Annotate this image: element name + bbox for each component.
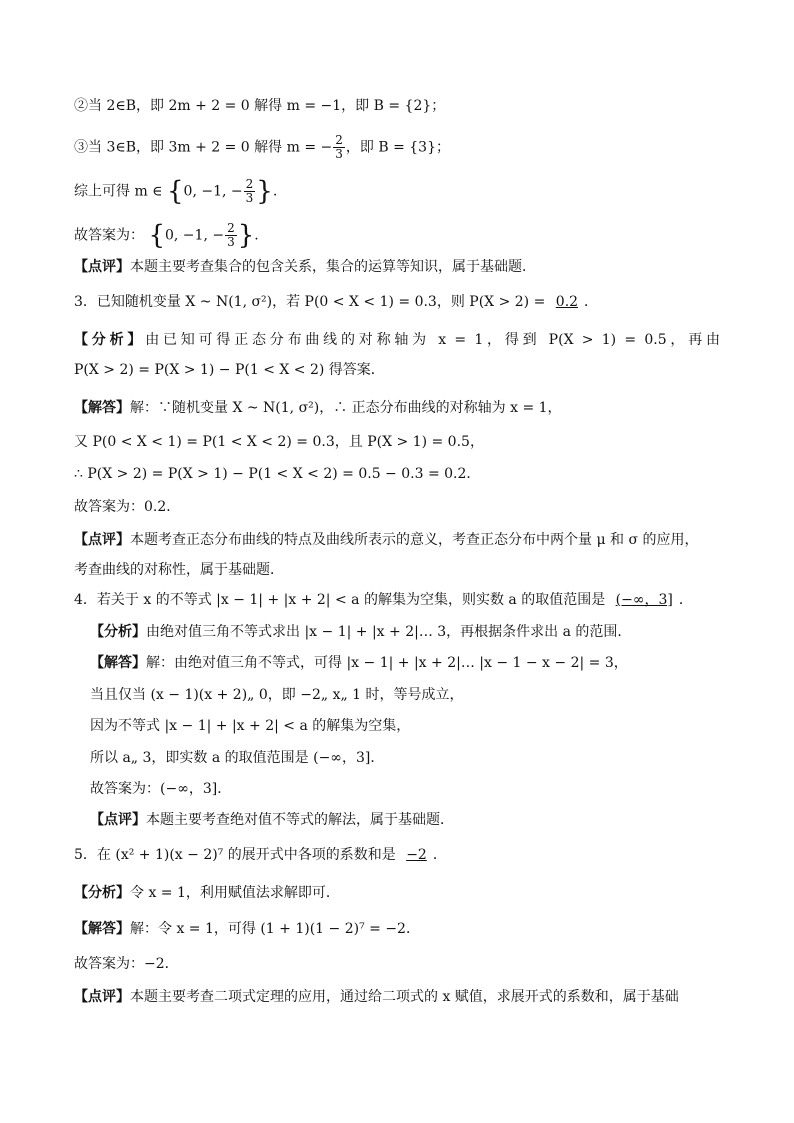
solution-4-text-3: 因为不等式 |x − 1| + |x + 2| < a 的解集为空集， <box>90 718 411 734</box>
summary-line: 综上可得 m ∈ {0, −1, − $\frac{2}{3}$ }. <box>74 176 278 207</box>
solution-4-line-1 <box>90 653 720 673</box>
analysis-tag-5: 【分析】 <box>74 885 130 901</box>
comment-tag-3: 【点评】 <box>74 532 130 548</box>
question-4-answer: (−∞，3] <box>615 592 673 608</box>
solution-3-text-4: 故答案为：0.2． <box>74 499 181 515</box>
comment-3-line-2 <box>74 560 720 580</box>
answer-set: 0, −1, − <box>165 227 225 244</box>
solution-4-text-1: 解：由绝对值三角不等式，可得 |x − 1| + |x + 2|… |x − 1 − x − 2| = 3， <box>146 655 628 671</box>
comment-2-line <box>74 257 720 277</box>
left-brace: { <box>167 176 184 207</box>
analysis-tag-4: 【分析】 <box>90 624 146 640</box>
solution-4-line-4 <box>90 748 720 768</box>
comment-4-text: 本题主要考查绝对值不等式的解法，属于基础题． <box>146 812 454 828</box>
fraction-two-thirds: $\frac{2}{3}$ <box>335 133 343 161</box>
solution-3-line-4 <box>74 497 720 517</box>
comment-text: 本题主要考查集合的包含关系，集合的运算等知识，属于基础题． <box>130 259 536 275</box>
left-brace-2: { <box>148 220 165 251</box>
answer-5-text: 故答案为：−2． <box>74 956 179 972</box>
analysis-4-text: 由绝对值三角不等式求出 |x − 1| + |x + 2|… 3，再根据条件求出 a 的范围． <box>146 624 632 640</box>
solution-tag: 【解答】 <box>74 400 130 416</box>
solution-4-text-5: 故答案为：(−∞，3]． <box>90 781 232 797</box>
solution-3-line-2 <box>74 432 720 452</box>
comment-tag: 【点评】 <box>74 259 130 275</box>
question-5: 5．在 (x² + 1)(x − 2)⁷ 的展开式中各项的系数和是 −2 ． <box>74 847 447 863</box>
case-2-text: ②当 2∈B，即 2m + 2 = 0 解得 m = −1，即 B = {2}； <box>74 98 446 114</box>
solution-3-line-1 <box>74 398 720 418</box>
solution-3-text-2: 又 P(0 < X < 1) = P(1 < X < 2) = 0.3，且 P(X > 1) = 0.5， <box>74 434 484 450</box>
solution-4-text-2: 当且仅当 (x − 1)(x + 2)„ 0，即 −2„ x„ 1 时，等号成立， <box>90 687 464 703</box>
fraction-two-thirds-2: $\frac{2}{3}$ <box>245 177 254 205</box>
summary-set: 0, −1, − <box>183 183 243 200</box>
comment-3-line-1 <box>74 530 720 550</box>
case-2-line <box>74 96 720 116</box>
question-3-answer: 0.2 <box>555 294 579 310</box>
answer-label: 故答案为： <box>74 227 144 244</box>
answer-5-line <box>74 954 720 974</box>
solution-4-line-2 <box>90 685 720 705</box>
answer-line: 故答案为： {0, −1, − $\frac{2}{3}$ }. <box>74 220 259 251</box>
analysis-5-line <box>74 883 720 903</box>
question-4: 4．若关于 x 的不等式 |x − 1| + |x + 2| < a 的解集为空集，则实数 a 的取值范围是 (−∞，3] ． <box>74 592 693 608</box>
comment-4-line <box>90 810 720 830</box>
analysis-3-text-2: P(X > 2) = P(X > 1) − P(1 < X < 2) 得答案． <box>74 362 385 378</box>
solution-tag-5: 【解答】 <box>74 921 130 937</box>
solution-3-text-3: ∴ P(X > 2) = P(X > 1) − P(1 < X < 2) = 0.5 − 0.3 = 0.2． <box>74 466 481 482</box>
comment-tag-4: 【点评】 <box>90 812 146 828</box>
comment-3-text-2: 考查曲线的对称性，属于基础题． <box>74 562 284 578</box>
case-3-tail: ，即 B = {3}； <box>345 139 450 156</box>
solution-5-line <box>74 919 720 939</box>
comment-5-text: 本题主要考查二项式定理的应用，通过给二项式的 x 赋值，求展开式的系数和，属于基础 <box>130 989 679 1005</box>
analysis-3-text: 由已知可得正态分布曲线的对称轴为 x = 1，得到 P(X > 1) = 0.5，再由 <box>145 332 721 348</box>
question-4-text: 4．若关于 x 的不等式 |x − 1| + |x + 2| < a 的解集为空集，则实数 a 的取值范围是 <box>74 592 606 608</box>
analysis-tag: 【分析】 <box>74 332 146 348</box>
analysis-3-line-1 <box>74 330 720 350</box>
right-brace: } <box>256 176 273 207</box>
question-3-text: 3．已知随机变量 X ~ N(1, σ²)，若 P(0 < X < 1) = 0.3，则 P(X > 2) = <box>74 294 546 310</box>
fraction-two-thirds-3: $\frac{2}{3}$ <box>227 221 235 249</box>
comment-5-line <box>74 987 720 1007</box>
analysis-3-line-2 <box>74 360 720 380</box>
solution-5-text: 解：令 x = 1，可得 (1 + 1)(1 − 2)⁷ = −2． <box>130 921 420 937</box>
comment-tag-5: 【点评】 <box>74 989 130 1005</box>
question-5-answer: −2 <box>406 847 427 863</box>
solution-4-line-5 <box>90 779 720 799</box>
analysis-4-line <box>90 622 720 642</box>
question-5-text: 5．在 (x² + 1)(x − 2)⁷ 的展开式中各项的系数和是 <box>74 847 396 863</box>
solution-4-text-4: 所以 a„ 3，即实数 a 的取值范围是 (−∞，3]． <box>90 750 385 766</box>
solution-3-line-3 <box>74 464 720 484</box>
case-3-line <box>74 134 720 161</box>
comment-3-text-1: 本题考查正态分布曲线的特点及曲线所表示的意义，考查正态分布中两个量 μ 和 σ 的应用， <box>130 532 699 548</box>
analysis-5-text: 令 x = 1，利用赋值法求解即可． <box>130 885 340 901</box>
solution-tag-4: 【解答】 <box>90 655 146 671</box>
solution-4-line-3 <box>90 716 720 736</box>
right-brace-2: } <box>237 220 255 251</box>
summary-text: 综上可得 m ∈ <box>74 183 163 200</box>
solution-3-text-1: 解：∵随机变量 X ~ N(1, σ²)，∴ 正态分布曲线的对称轴为 x = 1， <box>130 400 562 416</box>
case-3-text: ③当 3∈B，即 3m + 2 = 0 解得 m = − <box>74 139 333 156</box>
question-3: 3．已知随机变量 X ~ N(1, σ²)，若 P(0 < X < 1) = 0.3，则 P(X > 2) = 0.2 ． <box>74 294 599 310</box>
